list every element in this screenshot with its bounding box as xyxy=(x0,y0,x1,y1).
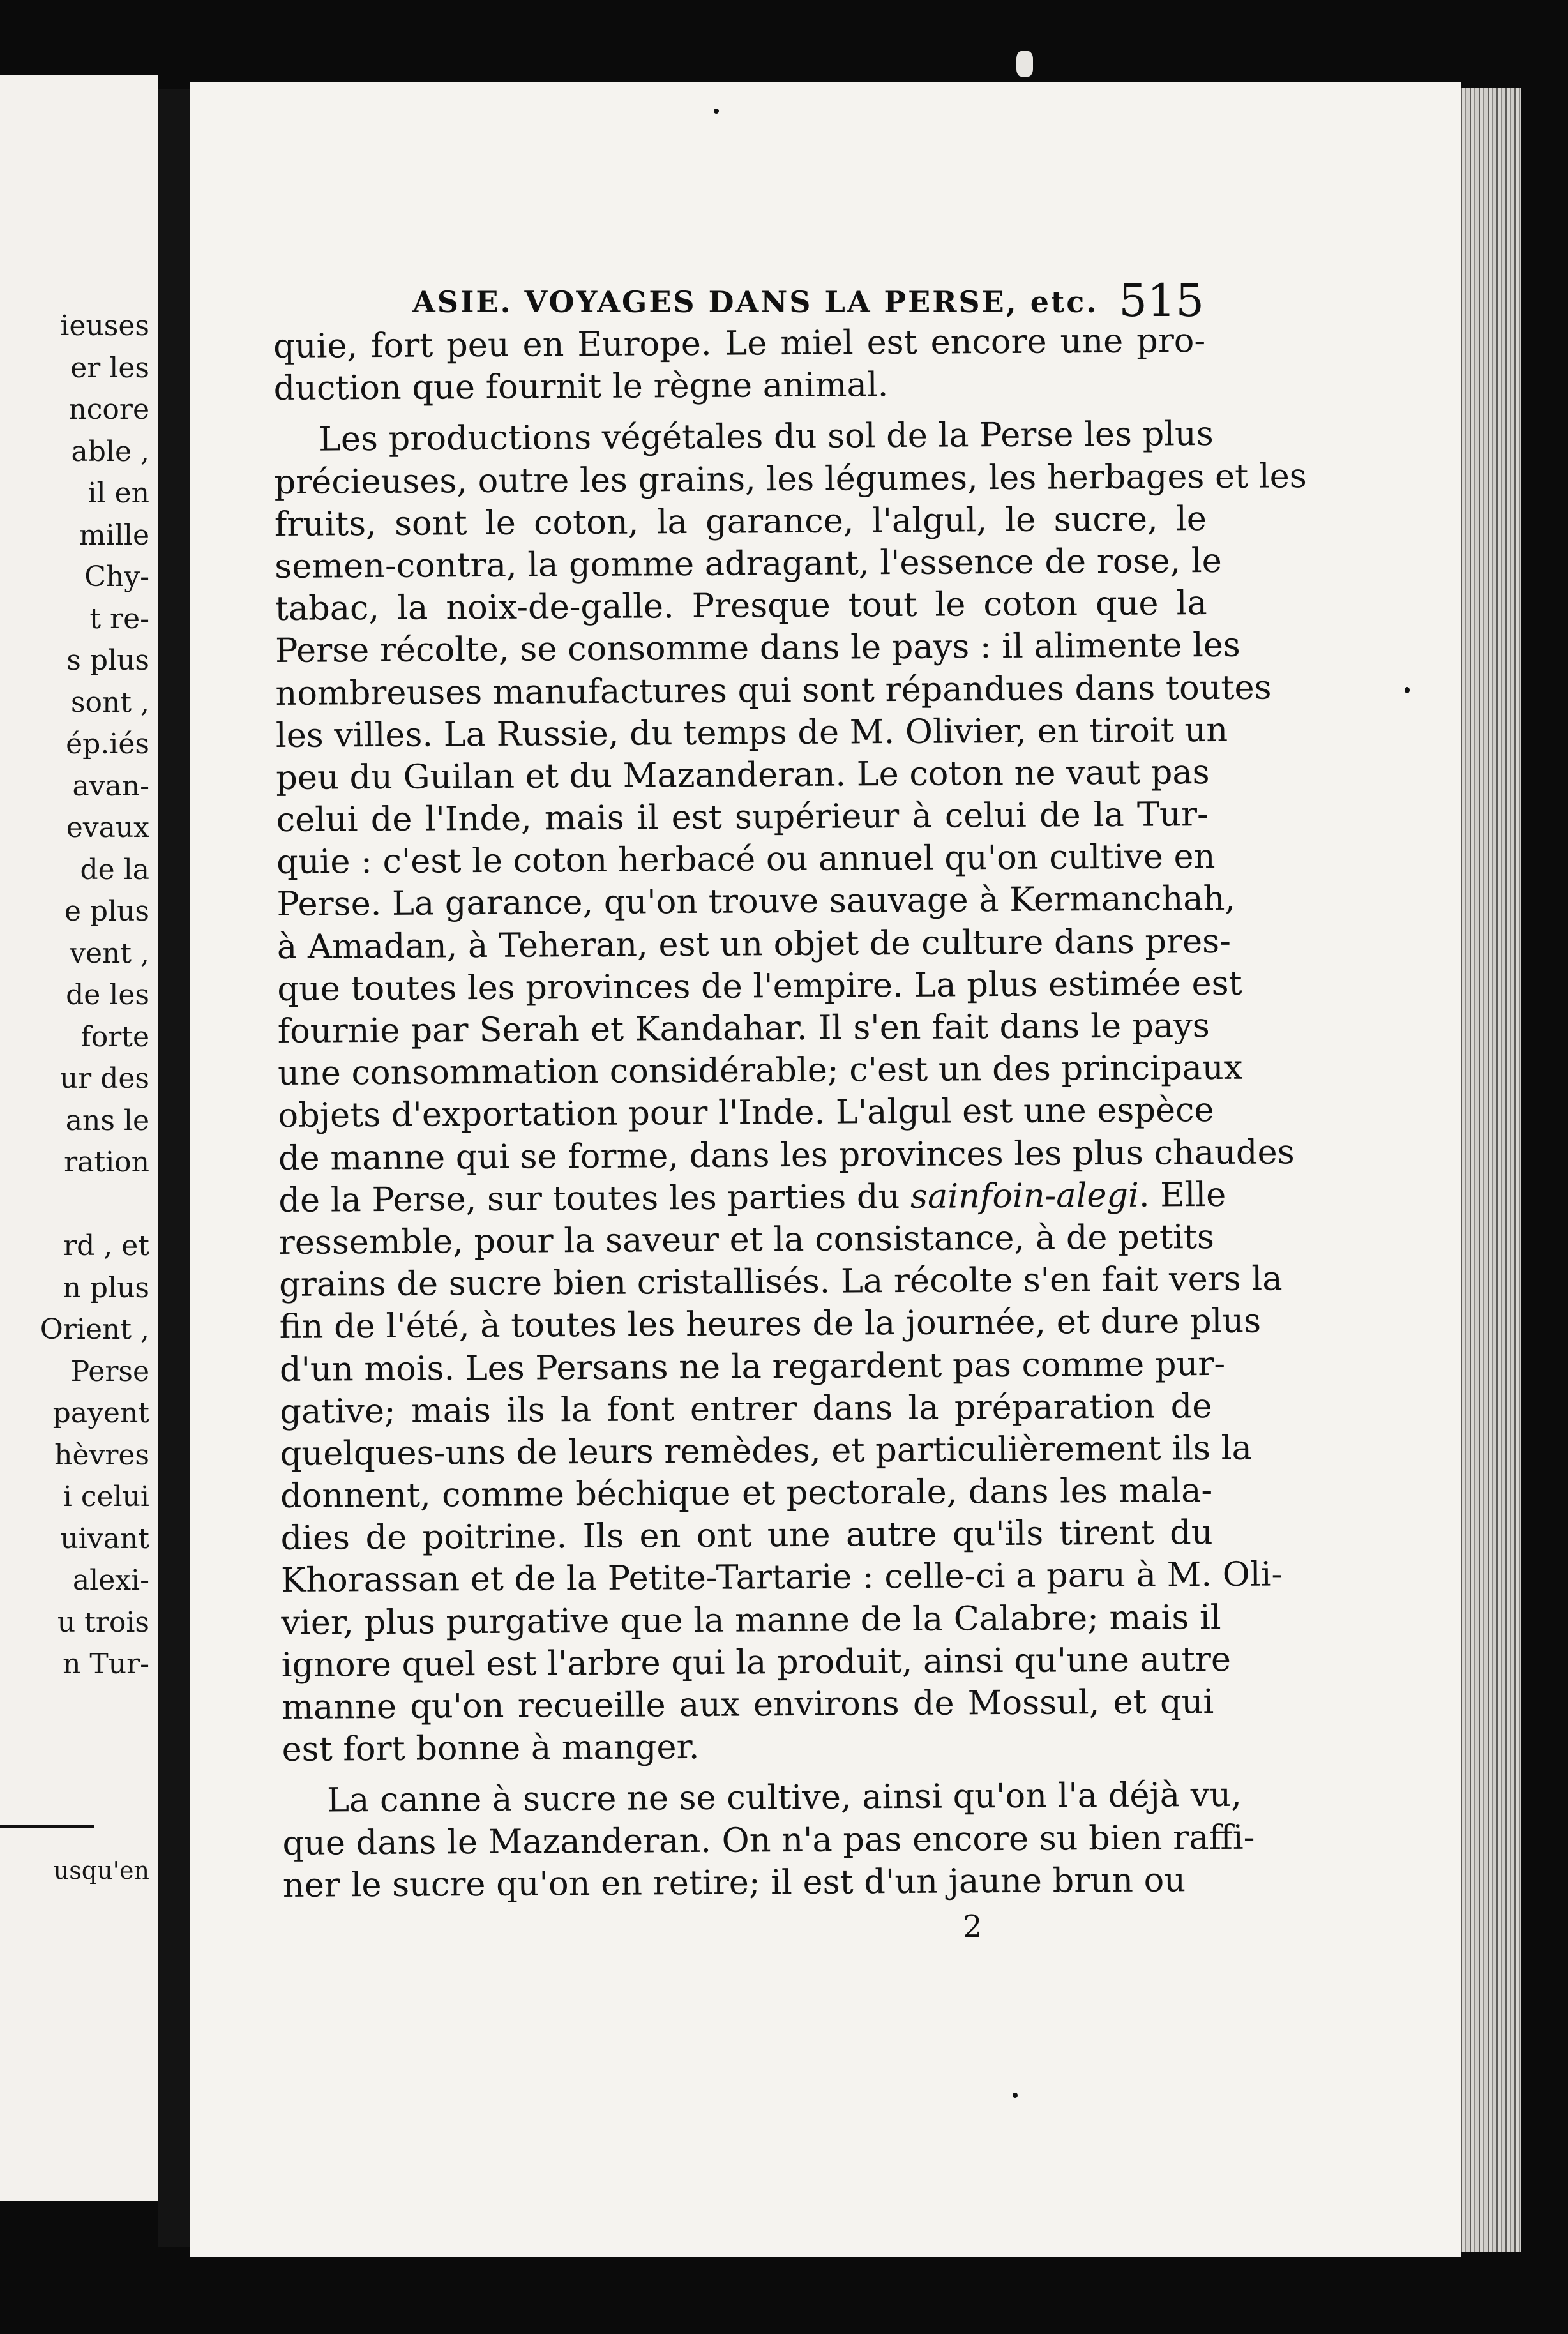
text-line: duction que fournit le règne animal. xyxy=(273,365,889,409)
text-line: fruits, sont le coton, la garance, l'algul, le sucre, le xyxy=(274,499,1207,544)
left-footnote: usqu'en xyxy=(53,1856,149,1885)
left-page-line: de les xyxy=(66,979,149,1011)
left-page-line: able , xyxy=(71,435,149,468)
text-line: une consommation considérable; c'est un des principaux xyxy=(277,1048,1243,1094)
text-line: gative; mais ils la font entrer dans la préparation de xyxy=(280,1386,1212,1431)
running-title: ASIE. VOYAGES DANS LA PERSE, etc. xyxy=(412,285,1099,319)
text-line: quie : c'est le coton herbacé ou annuel qu'on cultive en xyxy=(276,837,1216,882)
italic-term: sainfoin-alegi xyxy=(910,1175,1140,1216)
left-page-line: de la xyxy=(80,853,149,886)
text-line: fournie par Serah et Kandahar. Il s'en fait dans le pays xyxy=(277,1006,1210,1051)
speck xyxy=(714,109,719,114)
text-line: Khorassan et de la Petite-Tartarie : celle-ci a paru à M. Oli- xyxy=(280,1555,1283,1600)
text-line: tabac, la noix-de-galle. Presque tout le coton que la xyxy=(275,584,1207,629)
text-line: semen-contra, la gomme adragant, l'essence de rose, le xyxy=(275,541,1222,586)
text-line: fin de l'été, à toutes les heures de la journée, et dure plus xyxy=(279,1301,1262,1347)
left-page-line: ur des xyxy=(59,1062,149,1095)
text-line: Perse. La garance, qu'on trouve sauvage à Kermanchah, xyxy=(276,879,1236,924)
text-line: de la Perse, sur toutes les parties du sainfoin-alegi. Elle xyxy=(278,1175,1226,1220)
left-page-line: ieuses xyxy=(60,310,149,342)
text-line: manne qu'on recueille aux environs de Mossul, et qui xyxy=(282,1682,1214,1727)
text-line: grains de sucre bien cristallisés. La récolte s'en fait vers la xyxy=(278,1259,1283,1305)
left-page-line: hèvres xyxy=(54,1438,149,1472)
footnote-rule xyxy=(0,1825,94,1828)
left-page-line: er les xyxy=(70,351,149,384)
left-page-line xyxy=(40,1184,149,1226)
left-facing-page xyxy=(0,75,158,2201)
left-page-line: ncore xyxy=(68,393,149,426)
speck xyxy=(1016,51,1033,77)
left-page-line: uivant xyxy=(60,1522,149,1555)
text-line: celui de l'Inde, mais il est supérieur à celui de la Tur- xyxy=(276,795,1209,840)
text-line: est fort bonne à manger. xyxy=(282,1728,700,1770)
left-page-line: Perse xyxy=(70,1355,149,1388)
text-line: que dans le Mazanderan. On n'a pas encore su bien raffi- xyxy=(282,1818,1255,1863)
left-page-line: e plus xyxy=(64,895,149,928)
left-page-line: Orient , xyxy=(40,1313,149,1346)
text-line: les villes. La Russie, du temps de M. Olivier, en tiroit un xyxy=(275,710,1228,755)
text-line: ignore quel est l'arbre qui la produit, ainsi qu'une autre xyxy=(281,1639,1232,1685)
left-page-line: rd , et xyxy=(63,1230,149,1262)
left-page-line: ép.iés xyxy=(66,728,149,760)
text-line: d'un mois. Les Persans ne la regardent pas comme pur- xyxy=(279,1344,1226,1389)
body-text xyxy=(273,320,1307,1907)
text-line: donnent, comme béchique et pectorale, dans les mala- xyxy=(280,1471,1213,1516)
left-page-line: forte xyxy=(80,1020,149,1053)
text-line: ressemble, pour la saveur et la consistance, à de petits xyxy=(278,1217,1214,1262)
text-line: à Amadan, à Teheran, est un objet de culture dans pres- xyxy=(276,921,1232,967)
text-line: objets d'exportation pour l'Inde. L'algul est une espèce xyxy=(278,1090,1214,1136)
left-page-line: vent , xyxy=(70,937,149,970)
left-page-line: il en xyxy=(87,477,149,509)
left-page-line: mille xyxy=(79,518,149,552)
text-line: vier, plus purgative que la manne de la Calabre; mais il xyxy=(281,1597,1221,1643)
text-line: dies de poitrine. Ils en ont une autre qu'ils tirent du xyxy=(280,1513,1213,1558)
text-line: ner le sucre qu'on en retire; il est d'un jaune brun ou xyxy=(282,1860,1186,1905)
text-line: de manne qui se forme, dans les provinces les plus chaudes xyxy=(278,1132,1295,1178)
text-line: La canne à sucre ne se cultive, ainsi qu'on l'a déjà vu, xyxy=(326,1775,1242,1820)
left-page-line: alexi- xyxy=(72,1564,149,1597)
left-page-line: avan- xyxy=(72,769,149,802)
left-page-line: n plus xyxy=(63,1271,149,1304)
speck xyxy=(1405,687,1410,693)
text-line: précieuses, outre les grains, les légumes, les herbages et les xyxy=(274,456,1307,502)
text-line: nombreuses manufactures qui sont répandues dans toutes xyxy=(275,667,1272,713)
left-page-line: payent xyxy=(52,1397,149,1429)
left-page-line: u trois xyxy=(57,1606,149,1639)
speck xyxy=(1013,2093,1018,2098)
left-page-line: sont , xyxy=(70,686,149,719)
signature-mark: 2 xyxy=(963,1909,983,1945)
left-page-line: s plus xyxy=(66,644,149,677)
text-line: quelques-uns de leurs remèdes, et particulièrement ils la xyxy=(280,1428,1252,1473)
page-number: 515 xyxy=(1119,275,1204,327)
left-page-line: ans le xyxy=(65,1104,149,1137)
text-line: peu du Guilan et du Mazanderan. Le coton ne vaut pas xyxy=(276,752,1210,797)
text-line: Perse récolte, se consomme dans le pays : il alimente les xyxy=(275,626,1240,671)
left-page-line: n Tur- xyxy=(63,1648,149,1680)
text-line: Les productions végétales du sol de la Perse les plus xyxy=(318,414,1214,459)
left-page-line: t re- xyxy=(89,602,149,635)
left-page-line: evaux xyxy=(66,811,149,844)
left-page-line: Chy- xyxy=(84,561,149,593)
text-line: que toutes les provinces de l'empire. La plus estimée est xyxy=(277,963,1242,1009)
left-page-text xyxy=(40,305,149,1685)
text-line: quie, fort peu en Europe. Le miel est encore une pro- xyxy=(273,321,1206,366)
left-page-line: ration xyxy=(64,1146,149,1178)
left-page-line: i celui xyxy=(63,1480,149,1513)
